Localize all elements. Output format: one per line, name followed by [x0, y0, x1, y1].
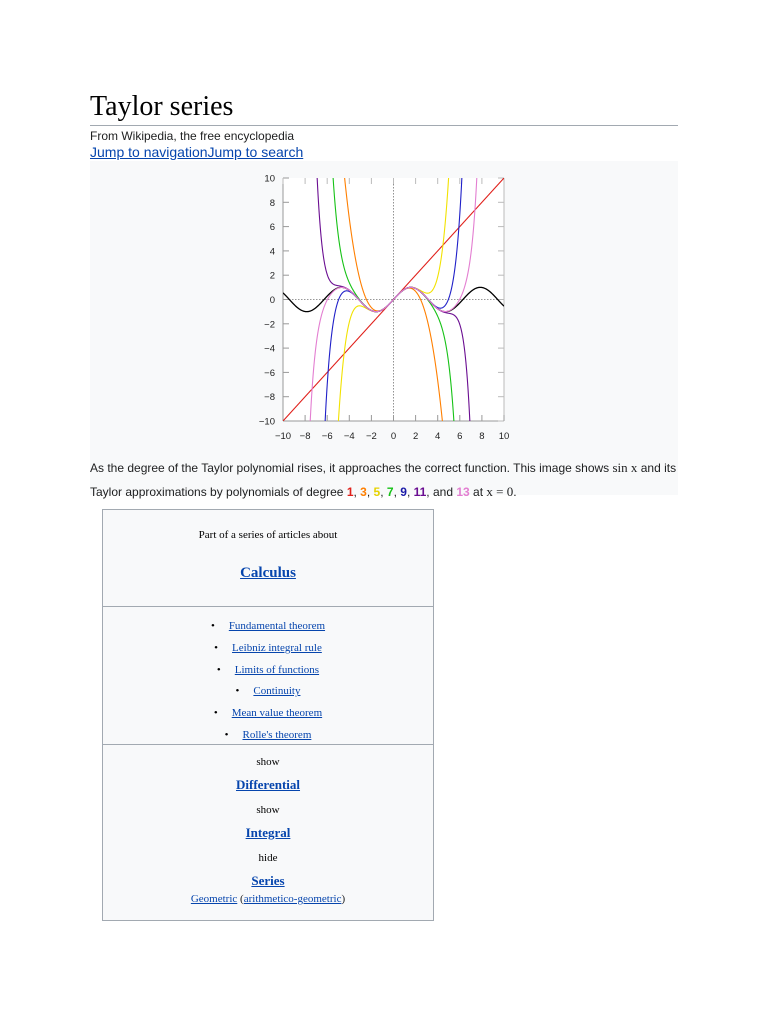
caption-math-x0: x = 0 [486, 484, 514, 499]
y-tick-label: −6 [264, 367, 275, 379]
list-item: • Mean value theorem [213, 707, 323, 720]
x-tick-label: −10 [274, 431, 292, 442]
x-tick-label: 4 [435, 431, 441, 442]
series-links-line: Geometric (arithmetico-geometric) [190, 893, 346, 905]
x-tick-label: −2 [365, 431, 377, 442]
degree-13: 13 [456, 485, 470, 499]
rolles-theorem-link[interactable]: Rolle's theorem [242, 728, 312, 741]
y-tick-label: −8 [264, 392, 275, 404]
page-title: Taylor series [90, 91, 234, 122]
degree-9: 9 [400, 485, 407, 499]
taylor-series-chart [258, 168, 522, 458]
x-tick-label: 2 [412, 431, 419, 442]
x-tick-label: −8 [299, 431, 311, 442]
x-tick-label: −4 [343, 431, 355, 442]
series-link[interactable]: Series [251, 873, 285, 888]
title-divider [90, 125, 678, 126]
limits-of-functions-link[interactable]: Limits of functions [234, 663, 320, 676]
mean-value-theorem-link[interactable]: Mean value theorem [231, 707, 323, 720]
differential-link[interactable]: Differential [235, 777, 301, 792]
list-item: • Fundamental theorem [210, 620, 326, 632]
jump-links [90, 144, 303, 160]
series-toggle[interactable]: hide [258, 852, 278, 864]
degree-11: 11 [413, 485, 427, 499]
x-tick-label: 6 [457, 431, 463, 442]
leibniz-integral-rule-link[interactable]: Leibniz integral rule [232, 641, 322, 654]
degree-5: 5 [373, 485, 381, 499]
x-tick-label: 10 [498, 431, 510, 442]
y-tick-label: −4 [264, 343, 275, 355]
section-title-series [103, 873, 433, 889]
sidebar-pretitle: Part of a series of articles about [198, 529, 338, 541]
continuity-link[interactable]: Continuity [253, 685, 301, 698]
y-tick-label: −10 [258, 416, 275, 428]
fundamental-theorem-link[interactable]: Fundamental theorem [228, 620, 326, 632]
degree-3: 3 [360, 485, 367, 499]
y-tick-label: 0 [269, 295, 275, 306]
y-tick-label: 8 [269, 197, 275, 209]
sidebar-title [103, 565, 433, 582]
calculus-link[interactable]: Calculus [240, 565, 296, 581]
list-item: • Rolle's theorem [224, 728, 312, 741]
section-title-differential [103, 777, 433, 793]
arithmetico-geometric-link[interactable]: arithmetico-geometric [243, 893, 342, 905]
y-tick-label: 10 [264, 173, 275, 185]
list-item: • Limits of functions [216, 663, 320, 676]
section-title-integral [103, 825, 433, 841]
site-tagline: From Wikipedia, the free encyclopedia [90, 129, 295, 143]
geometric-link[interactable]: Geometric [190, 893, 238, 905]
degree-7: 7 [386, 485, 394, 499]
list-item: • Continuity [235, 685, 301, 698]
jump-to-search-link[interactable]: Jump to search [207, 144, 304, 160]
list-item: • Leibniz integral rule [214, 641, 322, 654]
sidebar-header [103, 510, 433, 607]
calculus-sidebar [102, 509, 434, 921]
y-tick-label: 2 [269, 270, 275, 282]
x-tick-label: 8 [479, 431, 485, 442]
sidebar-topic-list [103, 607, 433, 745]
y-tick-label: 4 [269, 246, 275, 258]
integral-link[interactable]: Integral [245, 825, 291, 840]
x-tick-label: 0 [390, 431, 397, 442]
x-tick-label: −6 [321, 431, 333, 442]
y-tick-label: 6 [269, 222, 275, 234]
differential-toggle[interactable]: show [256, 756, 280, 768]
caption-math-sinx: sin x [612, 460, 638, 475]
jump-to-navigation-link[interactable]: Jump to navigation [90, 144, 208, 160]
y-tick-label: −2 [264, 319, 275, 331]
degree-1: 1 [346, 485, 354, 499]
figure-caption: As the degree of the Taylor polynomial rises, it approaches the correct function. This image shows sin x and its Taylor approximations by polynomials of degree 1, 3, 5, 7, 9, 11, and 13 at x = 0. [90, 460, 677, 499]
integral-toggle[interactable]: show [256, 804, 280, 816]
sidebar-sections [103, 745, 433, 905]
